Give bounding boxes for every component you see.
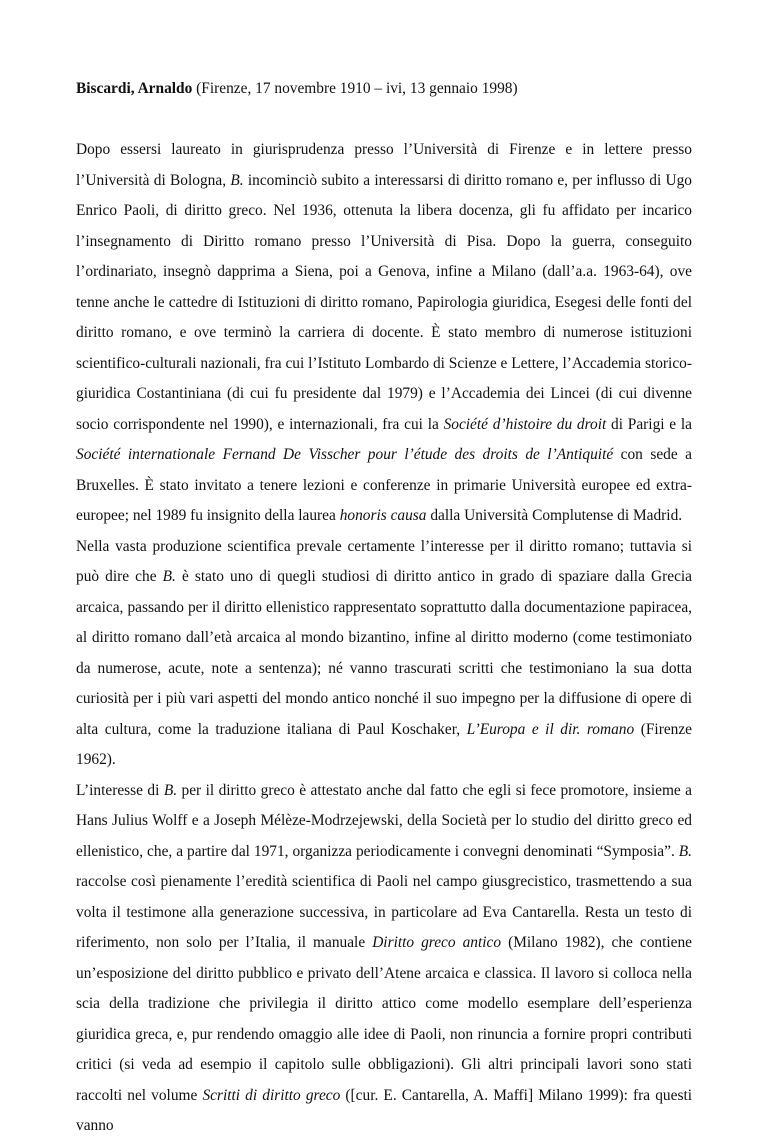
text-segment: di Parigi e la (606, 415, 692, 433)
entry-dates: (Firenze, 17 novembre 1910 – ivi, 13 gennaio 1998) (196, 80, 518, 97)
text-segment: dalla Università Complutense di Madrid. (426, 507, 683, 524)
italic-segment: honoris causa (339, 507, 427, 524)
text-segment: incominciò subito a interessarsi di diritto romano e, per influsso di Ugo Enrico Paoli, di diritto greco. Nel 1936, ottenuta la libera docenza, gli fu affidato per incarico l’insegnamento di Diritto romano presso l’Università di Pisa. Dopo la guerra, conseguito l’ordinariato, insegnò dapprima a Siena, poi a Genova, infine a Milano (dall’a.a. 1963-64), ove tenne anche le cattedre di Istituzioni di diritto romano, Papirologia giuridica, Esegesi delle fonti del diritto romano, e ove terminò la carriera di docente. È stato membro di numerose istituzioni scientifico-culturali nazionali, fra cui l’Istituto Lombardo di Scienze e Lettere, l’Accademia storico-giuridica Costantiniana (di cui fu presidente dal 1979) e l’Accademia dei Lincei (di cui divenne socio corrispondente nel 1990), e internazionali, fra cui la (76, 171, 693, 433)
text-segment: (Milano 1982), che contiene un’esposizione del diritto pubblico e privato dell’Atene arcaica e classica. Il lavoro si colloca nella scia della tradizione che privilegia il diritto attico come modello esemplare dell’esperienza giuridica greca, e, pur rendendo omaggio alle idee di Paoli, non rinuncia a fornire propri contributi critici (si veda ad esempio il capitolo sulle obbligazioni). Gli altri principali lavori sono stati raccolti nel volume (76, 934, 692, 1104)
paragraph-greek-law (76, 776, 692, 1142)
text-segment: con sede a Bruxelles. È stato invitato a tenere lezioni e conferenze in primarie Università europee ed extra-europee; nel 1989 fu insignito della laurea (76, 446, 692, 524)
italic-segment: B. (678, 842, 692, 860)
text-segment: è stato uno di quegli studiosi di diritto antico in grado di spaziare dalla Grecia arcaica, passando per il diritto ellenistico rappresentato soprattutto dalla documentazione papiracea, al diritto romano dall’età arcaica al mondo bizantino, infine al diritto moderno (come testimoniato da numerose, acute, note a sentenza); né vanno trascurati scritti che testimoniano la sua dotta curiosità per i più vari aspetti del mondo antico nonché il suo impegno per la diffusione di opere di alta cultura, come la traduzione italiana di Paul Koschaker, (76, 568, 693, 738)
entry-heading (76, 74, 692, 105)
paragraph-production (76, 532, 692, 776)
italic-segment: Scritti di diritto greco (202, 1086, 341, 1104)
text-segment: raccolse così pienamente l’eredità scientifica di Paoli nel campo giusgrecistico, trasmettendo a sua volta il testimone alla generazione successiva, in particolare ad Eva Cantarella. Resta un testo di riferimento, non solo per l’Italia, il manuale (76, 873, 692, 951)
text-segment: ([cur. E. Cantarella, A. Maffi] Milano 1999): fra questi vanno (76, 1086, 692, 1134)
italic-segment: L’Europa e il dir. romano (466, 720, 635, 738)
italic-segment: B. (162, 568, 176, 585)
italic-segment: Société internationale Fernand De Visscher pour l’étude des droits de l’Antiquité (76, 446, 614, 463)
text-segment: L’interesse di (76, 781, 164, 799)
paragraph-biography (76, 135, 692, 532)
text-segment: per il diritto greco è attestato anche dal fatto che egli si fece promotore, insieme a Hans Julius Wolff e a Joseph Mélèze-Modrzejewski, della Società per lo studio del diritto greco ed ellenistico, che, a partire dal 1971, organizza periodicamente i convegni denominati “Symposia”. (76, 781, 693, 860)
text-segment: Dopo essersi laureato in giurisprudenza presso l’Università di Firenze e in lettere presso l’Università di Bologna, (76, 141, 692, 189)
italic-segment: Diritto greco antico (372, 934, 502, 951)
italic-segment: B. (230, 171, 244, 189)
italic-segment: B. (163, 781, 178, 799)
italic-segment: Société d’histoire du droit (443, 415, 607, 433)
document-page (76, 74, 692, 1142)
entry-name: Biscardi, Arnaldo (76, 80, 193, 97)
text-segment: (Firenze 1962). (76, 720, 693, 768)
text-segment: Nella vasta produzione scientifica prevale certamente l’interesse per il diritto romano; tuttavia si può dire che (76, 537, 692, 585)
